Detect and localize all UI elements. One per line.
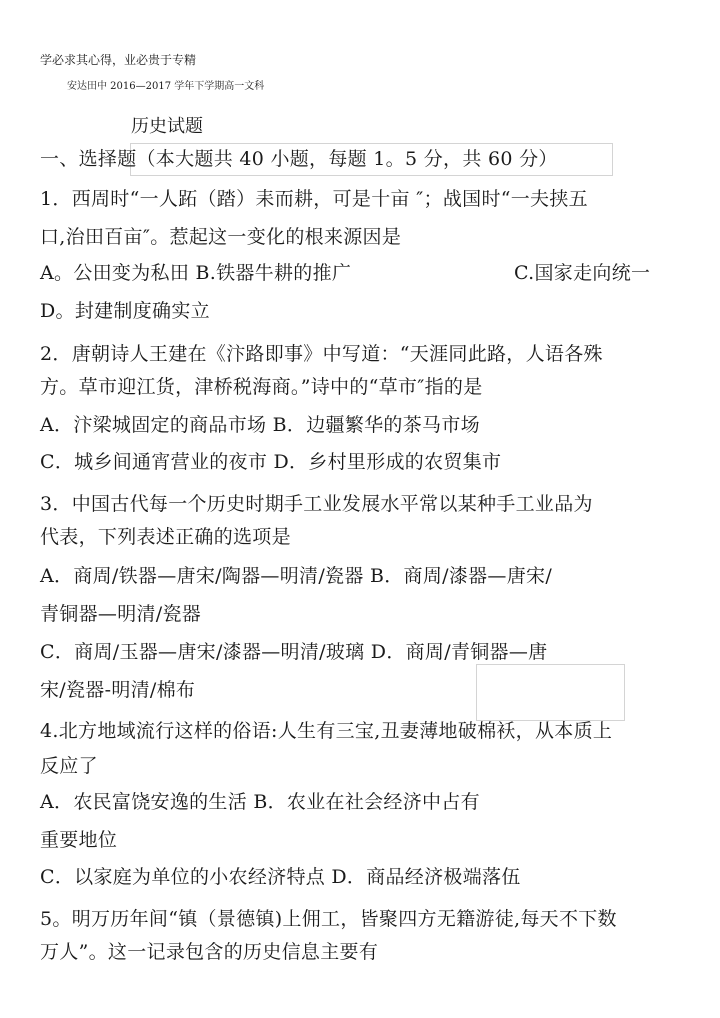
question-2-line-2: 方。草市迎江货，津桥税海商。”诗中的“草市″指的是 [40, 376, 483, 398]
question-1-line-2: 口,治田百亩″。惹起这一变化的根来源因是 [40, 226, 402, 248]
question-4-line-5: C．以家庭为单位的小农经济特点 D．商品经济极端落伍 [40, 866, 521, 888]
question-3-line-4: 青铜器—明清/瓷器 [40, 603, 202, 625]
question-2-options-c-d: C．城乡间通宵营业的夜市 D．乡村里形成的农贸集市 [40, 451, 502, 473]
question-3-line-5: C．商周/玉器—唐宋/漆器—明清/玻璃 D．商周/青铜器—唐 [40, 641, 548, 663]
question-4-line-3: A．农民富饶安逸的生活 B．农业在社会经济中占有 [40, 791, 480, 813]
section-heading: 一、选择题（本大题共 40 小题，每题 1。5 分，共 60 分） [40, 148, 558, 170]
header-motto: 学必求其心得，业必贵于专精 [40, 53, 197, 67]
question-3-line-6: 宋/瓷器-明清/棉布 [40, 679, 196, 701]
question-5-line-2: 万人”。这一记录包含的历史信息主要有 [40, 941, 379, 963]
question-4-line-4: 重要地位 [40, 829, 118, 851]
question-1-options-a-b: A。公田变为私田 B.铁器牛耕的推广 [40, 262, 352, 284]
question-3-line-1: 3．中国古代每一个历史时期手工业发展水平常以某种手工业品为 [40, 493, 593, 515]
question-3-line-2: 代表，下列表述正确的选项是 [40, 526, 291, 548]
question-2-options-a-b: A．汴梁城固定的商品市场 B．边疆繁华的茶马市场 [40, 414, 480, 436]
question-2-line-1: 2．唐朝诗人王建在《汴路即事》中写道：“天涯同此路，人语各殊 [40, 343, 603, 365]
question-1-option-c: C.国家走向统一 [514, 262, 651, 284]
question-4-line-2: 反应了 [40, 755, 98, 777]
question-1-line-1: 1．西周时“一人跖（踏）耒而耕，可是十亩 ″；战国时“一夫挟五 [40, 188, 588, 210]
question-1-option-d: D。封建制度确实立 [40, 300, 210, 322]
answer-box-mid [476, 664, 625, 721]
question-4-line-1: 4.北方地域流行这样的俗语:人生有三宝,丑妻薄地破棉袄，从本质上 [40, 720, 613, 742]
header-subtitle: 安达田中 2016—2017 学年下学期高一文科 [67, 81, 265, 92]
question-3-line-3: A．商周/铁器—唐宋/陶器—明清/瓷器 B．商周/漆器—唐宋/ [40, 565, 553, 587]
page-title: 历史试题 [131, 116, 203, 137]
question-5-line-1: 5。明万历年间“镇（景德镇)上佣工，皆聚四方无籍游徒,每天不下数 [40, 908, 617, 930]
